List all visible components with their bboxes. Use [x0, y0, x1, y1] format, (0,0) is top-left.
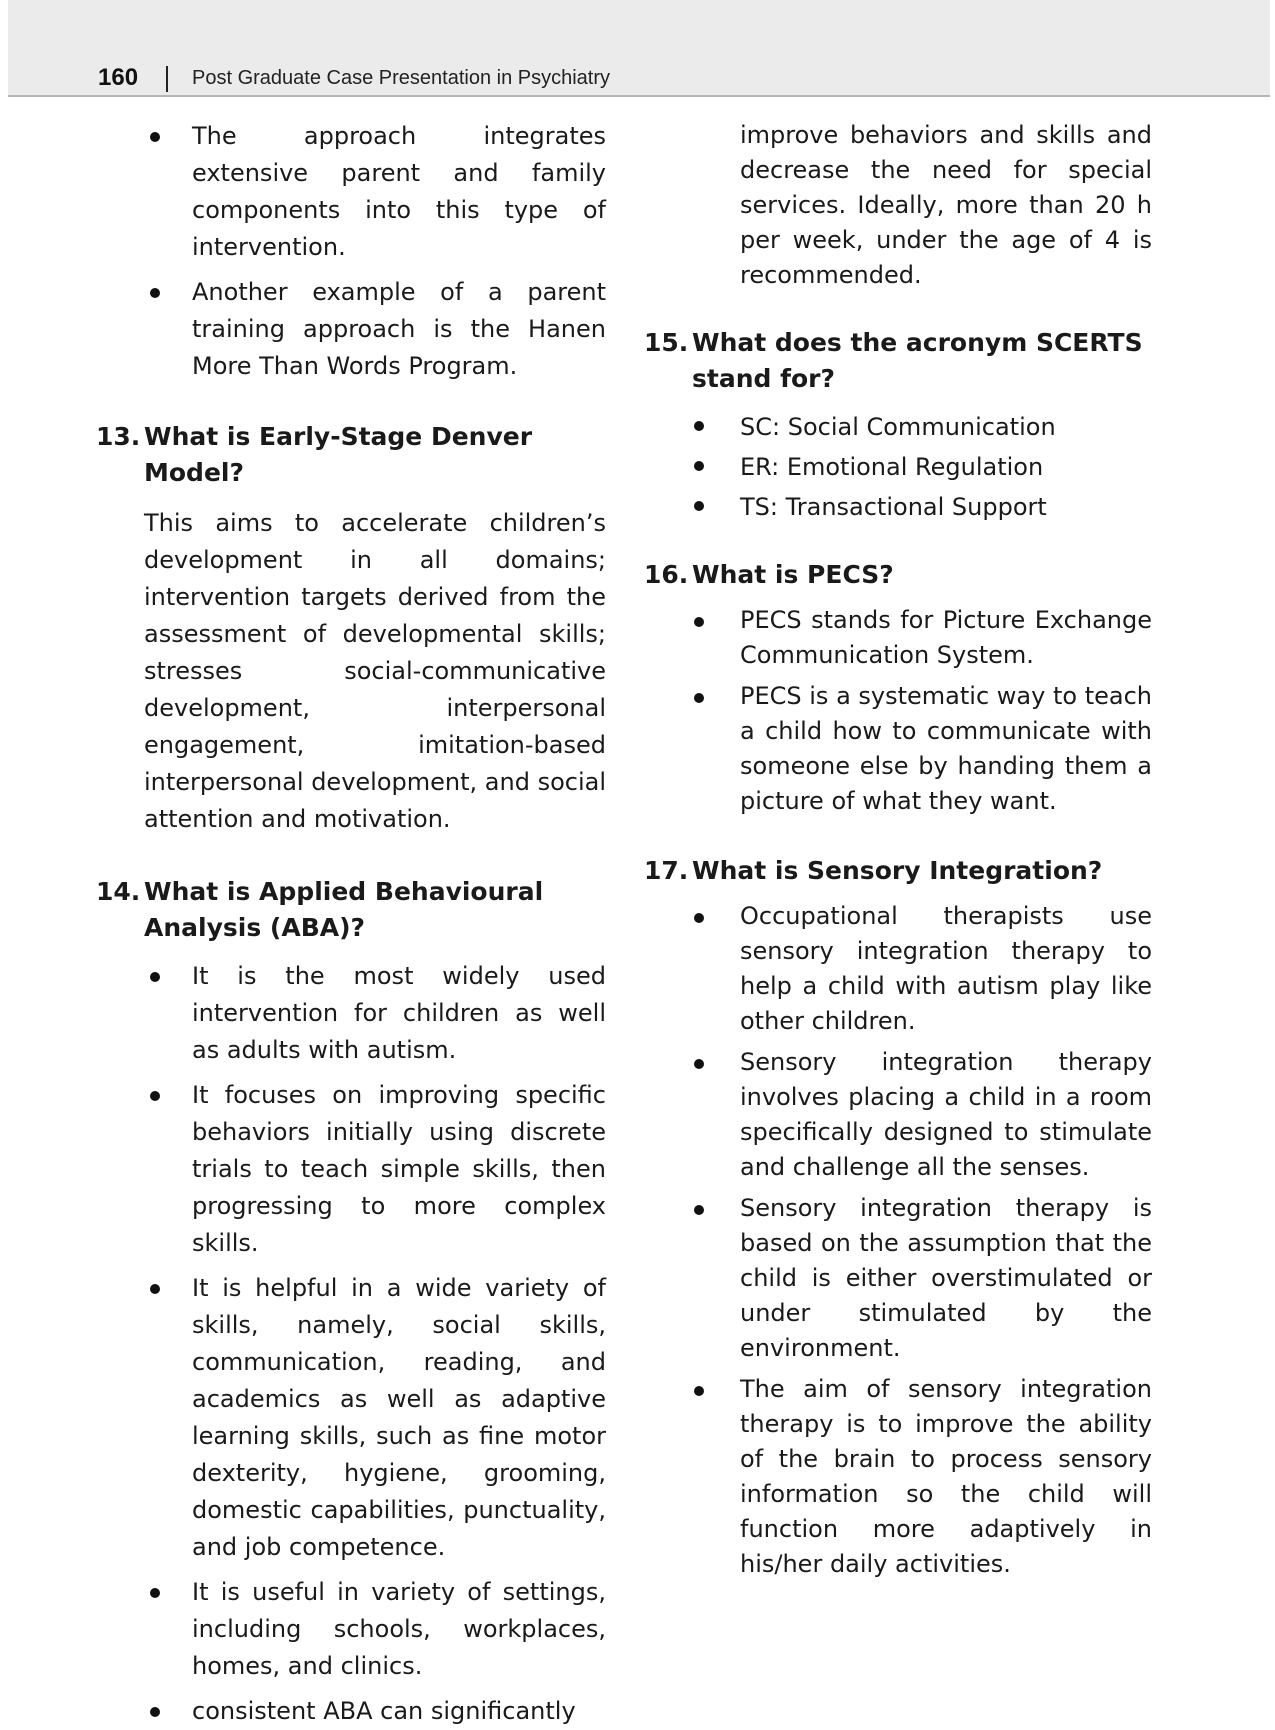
list-item: It is helpful in a wide variety of skills, namely, social skills, communication, reading, and academics as well as adaptive learning skills, such as fine motor dexterity, hygiene, grooming, domestic capabilities, punctuality, and job competence.: [96, 1270, 606, 1566]
list-item: PECS is a systematic way to teach a child how to communicate with someone else by handing them a picture of what they want.: [644, 679, 1152, 819]
book-title: Post Graduate Case Presentation in Psychiatry: [192, 67, 610, 89]
header-divider: [166, 66, 168, 92]
question-title: What does the acronym SCERTS stand for?: [692, 328, 1143, 393]
question-17-heading: [644, 853, 1152, 889]
question-17-bullet-list: [644, 899, 1152, 1582]
list-item: The approach integrates extensive parent and family components into this type of intervention.: [96, 118, 606, 266]
question-number: 17.: [644, 856, 689, 885]
page-number: 160: [98, 64, 139, 91]
left-column: [96, 118, 606, 1730]
list-item: TS: Transactional Support: [644, 487, 1152, 527]
list-item: Another example of a parent training approach is the Hanen More Than Words Program.: [96, 274, 606, 385]
right-column: [644, 118, 1152, 1582]
question-title: What is PECS?: [692, 560, 894, 589]
question-number: 15.: [644, 328, 689, 357]
question-16-bullet-list: [644, 603, 1152, 819]
question-14-bullet-list: [96, 958, 606, 1730]
question-title: What is Early-Stage Denver Model?: [144, 422, 533, 487]
question-title: What is Applied Behavioural Analysis (ABA)?: [144, 877, 544, 942]
question-number: 13.: [96, 422, 141, 451]
list-item: ER: Emotional Regulation: [644, 447, 1152, 487]
question-number: 14.: [96, 877, 141, 906]
question-14-continuation: improve behaviors and skills and decrease the need for special services. Ideally, more than 20 h per week, under the age of 4 is recommended.: [740, 121, 1152, 289]
list-item: consistent ABA can significantly: [96, 1693, 606, 1730]
question-13-answer: This aims to accelerate children’s development in all domains; intervention targets derived from the assessment of developmental skills; stresses social-communicative development, interpersonal engagement, imitation-based interpersonal development, and social attention and motivation.: [144, 509, 606, 833]
question-title: What is Sensory Integration?: [692, 856, 1103, 885]
list-item: The aim of sensory integration therapy is to improve the ability of the brain to process sensory information so the child will function more adaptively in his/her daily activities.: [644, 1372, 1152, 1582]
question-16-heading: [644, 557, 1152, 593]
page-header: [8, 0, 1270, 97]
list-item: It focuses on improving specific behaviors initially using discrete trials to teach simple skills, then progressing to more complex skills.: [96, 1077, 606, 1262]
list-item: It is the most widely used intervention for children as well as adults with autism.: [96, 958, 606, 1069]
question-15-bullet-list: [644, 407, 1152, 527]
list-item: SC: Social Communication: [644, 407, 1152, 447]
list-item: Occupational therapists use sensory integration therapy to help a child with autism play like other children.: [644, 899, 1152, 1039]
question-13-heading: [96, 419, 606, 491]
list-item: It is useful in variety of settings, including schools, workplaces, homes, and clinics.: [96, 1574, 606, 1685]
intro-bullet-list: [96, 118, 606, 385]
list-item: Sensory integration therapy involves placing a child in a room specifically designed to stimulate and challenge all the senses.: [644, 1045, 1152, 1185]
question-14-heading: [96, 874, 606, 946]
question-number: 16.: [644, 560, 689, 589]
list-item: PECS stands for Picture Exchange Communication System.: [644, 603, 1152, 673]
question-15-heading: [644, 325, 1152, 397]
list-item: Sensory integration therapy is based on the assumption that the child is either overstimulated or under stimulated by the environment.: [644, 1191, 1152, 1366]
